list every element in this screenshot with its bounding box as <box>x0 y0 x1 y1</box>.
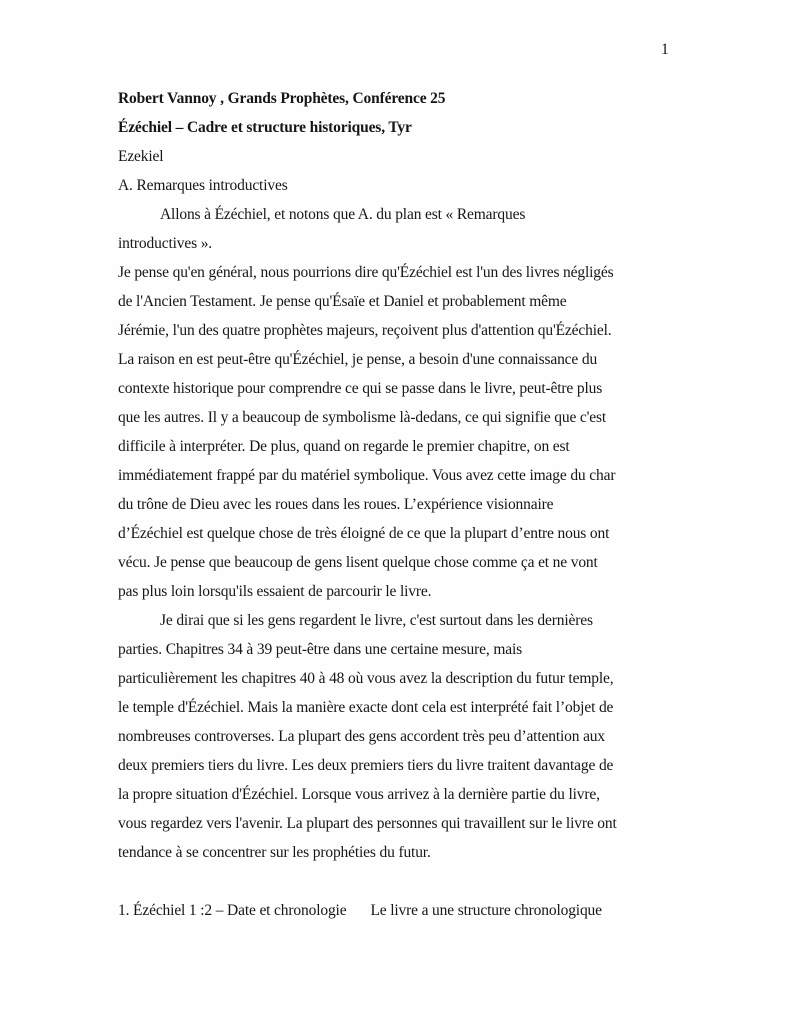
text-line: que les autres. Il y a beaucoup de symbolisme là-dedans, ce qui signifie que c'est <box>118 409 607 426</box>
text-line: tendance à se concentrer sur les prophéties du futur. <box>118 844 431 861</box>
lecture-title: Robert Vannoy , Grands Prophètes, Conférence 25 <box>118 90 446 107</box>
text-line: particulièrement les chapitres 40 à 48 où vous avez la description du futur temple, <box>118 670 614 687</box>
text-line: Je pense qu'en général, nous pourrions dire qu'Ézéchiel est l'un des livres négligés <box>118 264 614 281</box>
page-content <box>118 84 698 925</box>
text-line: Jérémie, l'un des quatre prophètes majeurs, reçoivent plus d'attention qu'Ézéchiel. <box>118 322 612 339</box>
text-line: difficile à interpréter. De plus, quand on regarde le premier chapitre, on est <box>118 438 570 455</box>
paragraph-2 <box>118 606 698 867</box>
section-1-heading-line <box>118 896 698 925</box>
text-line: la propre situation d'Ézéchiel. Lorsque vous arrivez à la dernière partie du livre, <box>118 786 600 803</box>
text-line: contexte historique pour comprendre ce qui se passe dans le livre, peut-être plus <box>118 380 603 397</box>
text-line: d’Ézéchiel est quelque chose de très éloigné de ce que la plupart d’entre nous ont <box>118 525 610 542</box>
english-title: Ezekiel <box>118 148 164 165</box>
section-1-lead-text: Le livre a une structure chronologique <box>370 902 602 919</box>
text-line: deux premiers tiers du livre. Les deux premiers tiers du livre traitent davantage de <box>118 757 614 774</box>
text-line: La raison en est peut-être qu'Ézéchiel, je pense, a besoin d'une connaissance du <box>118 351 598 368</box>
paragraph-1 <box>118 200 698 606</box>
text-line: Allons à Ézéchiel, et notons que A. du plan est « Remarques <box>160 206 526 223</box>
text-line: le temple d'Ézéchiel. Mais la manière exacte dont cela est interprété fait l’objet de <box>118 699 614 716</box>
section-1-label: 1. Ézéchiel 1 :2 – Date et chronologie <box>118 902 347 919</box>
section-heading: A. Remarques introductives <box>118 177 288 194</box>
page-number: 1 <box>661 41 669 58</box>
text-line: pas plus loin lorsqu'ils essaient de parcourir le livre. <box>118 583 432 600</box>
text-line: nombreuses controverses. La plupart des gens accordent très peu d’attention aux <box>118 728 605 745</box>
text-line: immédiatement frappé par du matériel symbolique. Vous avez cette image du char <box>118 467 616 484</box>
text-line: Je dirai que si les gens regardent le livre, c'est surtout dans les dernières <box>160 612 593 629</box>
text-line: introductives ». <box>118 235 213 252</box>
text-line: parties. Chapitres 34 à 39 peut-être dans une certaine mesure, mais <box>118 641 522 658</box>
lecture-subtitle: Ézéchiel – Cadre et structure historiques, Tyr <box>118 119 412 136</box>
text-line: vous regardez vers l'avenir. La plupart des personnes qui travaillent sur le livre ont <box>118 815 617 832</box>
text-line: vécu. Je pense que beaucoup de gens lisent quelque chose comme ça et ne vont <box>118 554 598 571</box>
text-line: du trône de Dieu avec les roues dans les roues. L’expérience visionnaire <box>118 496 554 513</box>
text-line: de l'Ancien Testament. Je pense qu'Ésaïe et Daniel et probablement même <box>118 293 567 310</box>
